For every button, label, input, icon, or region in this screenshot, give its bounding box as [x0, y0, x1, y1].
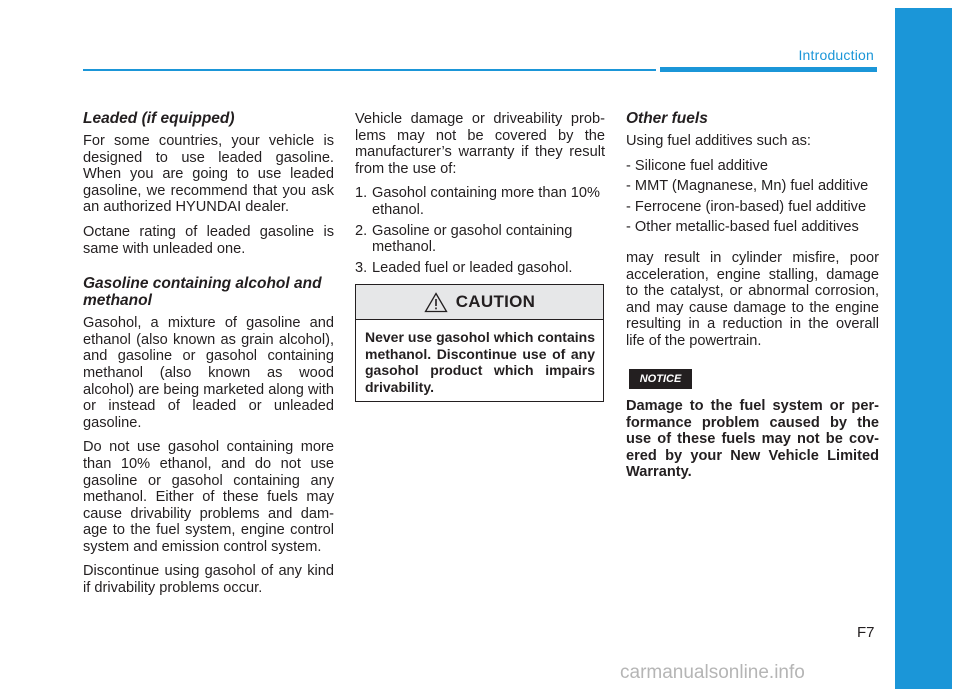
bullet-list	[626, 158, 879, 236]
list-number: 3.	[355, 259, 368, 276]
list-item: - Silicone fuel additive	[626, 157, 768, 174]
paragraph: may result in cylinder misfire, poor acceleration, engine stalling, damage to the catalyst, or abnormal corrosion, and may cause damage to the engine resulting in a reduction in the overall life of the powertrain.	[626, 249, 879, 349]
list-item-text: Leaded fuel or leaded gasohol.	[372, 259, 573, 276]
column-1	[83, 110, 334, 605]
list-item	[355, 185, 605, 218]
list-item	[355, 223, 605, 256]
list-number: 1.	[355, 185, 368, 202]
list-item: - Other metallic-based fuel additives	[626, 219, 859, 236]
chapter-side-tab	[895, 8, 952, 689]
heading-gasoline-alcohol: Gasoline containing alcohol and methanol	[83, 275, 322, 310]
list-number: 2.	[355, 222, 368, 239]
list-item: - Ferrocene (iron-based) fuel additive	[626, 198, 867, 215]
page-number: F7	[857, 624, 875, 641]
watermark: carmanualsonline.info	[620, 662, 805, 683]
notice-badge: NOTICE	[629, 369, 692, 389]
heading-leaded: Leaded (if equipped)	[83, 110, 235, 127]
list-item	[355, 260, 605, 277]
notice-text: Damage to the fuel system or performance problem caused by the use of these fuels may not be covered by your New Vehicle Limited Warranty.	[626, 398, 879, 481]
list-item-text: Gasohol containing more than 10% ethanol.	[372, 185, 600, 218]
header-rule-accent	[660, 67, 877, 72]
column-3	[626, 110, 879, 358]
caution-label: CAUTION	[455, 292, 536, 311]
caution-box	[355, 284, 604, 402]
paragraph: For some countries, your vehicle is designed to use leaded gasoline. When you are going to use leaded gasoline, we recommend that you ask an authorized HYUNDAI dealer.	[83, 133, 334, 216]
paragraph: Discontinue using gasohol of any kind if drivability problems occur.	[83, 563, 334, 597]
paragraph: Vehicle damage or driveability problems may not be covered by the manufacturer’s warranty if they result from the use of:	[355, 111, 605, 177]
warning-triangle-icon	[424, 292, 448, 313]
paragraph: Using fuel additives such as:	[626, 133, 811, 149]
list-item-text: Gasoline or gasohol containing methanol.	[372, 222, 573, 256]
column-2	[355, 111, 605, 280]
section-title: Introduction	[798, 47, 874, 63]
list-item: - MMT (Magnanese, Mn) fuel additive	[626, 178, 869, 195]
paragraph: Do not use gasohol containing more than 10% ethanol, and do not use gasoline or gasohol containing any methanol. Either of these fuels may cause drivability problems and damage to the fuel system, engine control system and emission control system.	[83, 439, 334, 555]
caution-header	[356, 285, 603, 320]
caution-text: Never use gasohol which contains methanol. Discontinue use of any gasohol product which impairs drivability.	[365, 329, 595, 395]
paragraph: Gasohol, a mixture of gasoline and ethanol (also known as grain alcohol), and gasoline or gasohol containing methanol (also known as wood alcohol) are being marketed along with or instead of leaded or unleaded gasoline.	[83, 315, 334, 431]
heading-other-fuels: Other fuels	[626, 110, 708, 127]
paragraph: Octane rating of leaded gasoline is same with unleaded one.	[83, 223, 334, 257]
header-rule	[83, 69, 656, 71]
numbered-list	[355, 185, 605, 276]
